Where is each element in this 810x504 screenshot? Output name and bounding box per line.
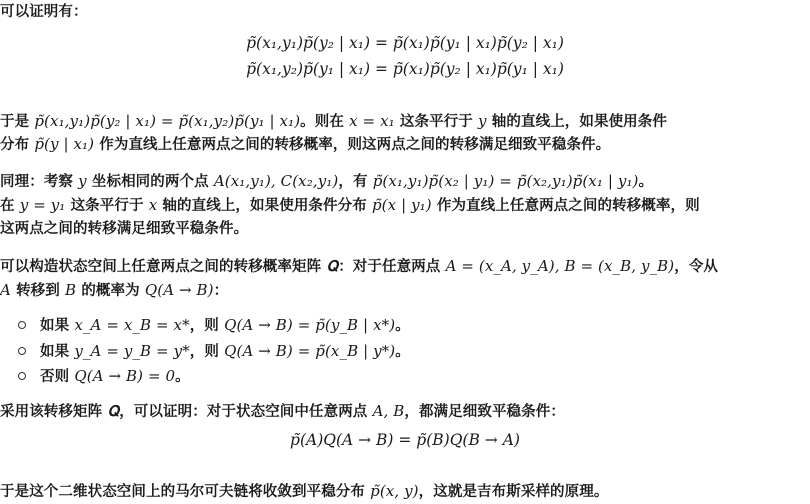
p2-math: p̃(x | y₁): [371, 196, 432, 214]
list-item: [40, 315, 800, 336]
p1-text: 于是: [0, 114, 35, 130]
list-item-text: 否则: [40, 369, 75, 385]
list-item-math: Q(A → B) = p̃(x_B | y*): [224, 342, 396, 360]
equation-3: p̃(A)Q(A → B) = p̃(B)Q(B → A): [290, 431, 520, 449]
p2-math: A(x₁,y₁), C(x₂,y₁): [213, 172, 339, 190]
p2-text: 坐标相同的两个点: [86, 174, 214, 190]
p1-text: 分布: [0, 137, 35, 153]
paragraph-4: [0, 401, 806, 422]
p5-text: ，这就是吉布斯采样的原理。: [418, 484, 609, 500]
list-item-math: y_A = y_B = y*: [74, 342, 190, 360]
p3-text: 可以构造状态空间上任意两点之间的转移概率矩阵: [0, 259, 327, 275]
p1-math: x = x₁: [349, 112, 395, 130]
p5-text: 于是这个二维状态空间上的马尔可夫链将收敛到平稳分布: [0, 484, 371, 500]
p2-text: ，有: [338, 174, 373, 190]
p2-text: 在: [0, 198, 20, 214]
p1-text: 这条平行于: [394, 114, 479, 130]
p4-math: A, B: [372, 402, 405, 420]
p2-math: p̃(x₁,y₁)p̃(x₂ | y₁) = p̃(x₂,y₁)p̃(x₁ | y₁): [372, 172, 639, 190]
bullet-circle-icon: [18, 372, 26, 380]
p3-text: ：: [213, 283, 229, 299]
p3-text: 的概率为: [76, 283, 145, 299]
p3-math: Q(A → B): [144, 281, 214, 299]
p2-text: 轴的直线上，如果使用条件分布: [157, 198, 372, 214]
p3-text: ，令从: [674, 259, 719, 275]
p3-text: ：对于任意两点: [338, 259, 446, 275]
p2-text: 这条平行于: [65, 198, 149, 214]
p2-text: 作为直线上任意两点之间的转移概率，则: [431, 198, 700, 214]
p1-math: p̃(y | x₁): [34, 135, 95, 153]
p3-math: B: [65, 281, 77, 299]
list-item-math: x_A = x_B = x*: [74, 316, 190, 334]
list-item-text: 如果: [40, 344, 75, 360]
list-item-text: 如果: [40, 318, 75, 334]
list-item: [40, 341, 800, 362]
list-item-text: ，则: [189, 318, 225, 334]
list-item-text: 。: [175, 369, 190, 385]
p1-text: 轴的直线上，如果使用条件: [486, 114, 667, 130]
list-item-math: Q(A → B) = 0: [74, 367, 176, 385]
p1-text: 。则在: [300, 114, 350, 130]
p1-math: p̃(x₁,y₁)p̃(y₂ | x₁) = p̃(x₁,y₂)p̃(y₁ | x₁): [34, 112, 301, 130]
paragraph-5: [0, 481, 806, 502]
p1-math: y: [478, 112, 487, 130]
equation-1: p̃(x₁,y₁)p̃(y₂ | x₁) = p̃(x₁)p̃(y₁ | x₁)p̃(y₂ | x₁): [246, 34, 564, 52]
p2-text: 同理：考察: [0, 174, 79, 190]
p5-math: p̃(x, y): [370, 482, 419, 500]
p3-text: 转移到: [10, 283, 66, 299]
p3-math: A: [0, 281, 11, 299]
list-item-text: 。: [395, 344, 410, 360]
p4-math: 𝐐: [107, 402, 120, 420]
bullet-circle-icon: [18, 347, 26, 355]
equation-2: p̃(x₁,y₂)p̃(y₁ | x₁) = p̃(x₁)p̃(y₂ | x₁)p̃(y₁ | x₁): [246, 60, 564, 78]
intro-text: 可以证明有：: [0, 4, 88, 20]
p2-math: x: [148, 196, 158, 214]
p3-math: 𝐐: [326, 257, 339, 275]
list-item-text: 。: [395, 318, 410, 334]
p3-math: A = (x_A, y_A), B = (x_B, y_B): [445, 257, 675, 275]
p2-text: 这两点之间的转移满足细致平稳条件。: [0, 221, 249, 237]
list-item-text: ，则: [189, 344, 225, 360]
p1-text: 作为直线上任意两点之间的转移概率，则这两点之间的转移满足细致平稳条件。: [94, 137, 611, 153]
p4-text: ，可以证明：对于状态空间中任意两点: [119, 404, 373, 420]
p2-text: 。: [638, 174, 654, 190]
p2-math: y = y₁: [19, 196, 66, 214]
p4-text: ，都满足细致平稳条件：: [404, 404, 565, 420]
bullet-circle-icon: [18, 321, 26, 329]
list-item: [40, 366, 800, 387]
p2-math: y: [78, 172, 87, 190]
p4-text: 采用该转移矩阵: [0, 404, 108, 420]
list-item-math: Q(A → B) = p̃(y_B | x*): [224, 316, 396, 334]
